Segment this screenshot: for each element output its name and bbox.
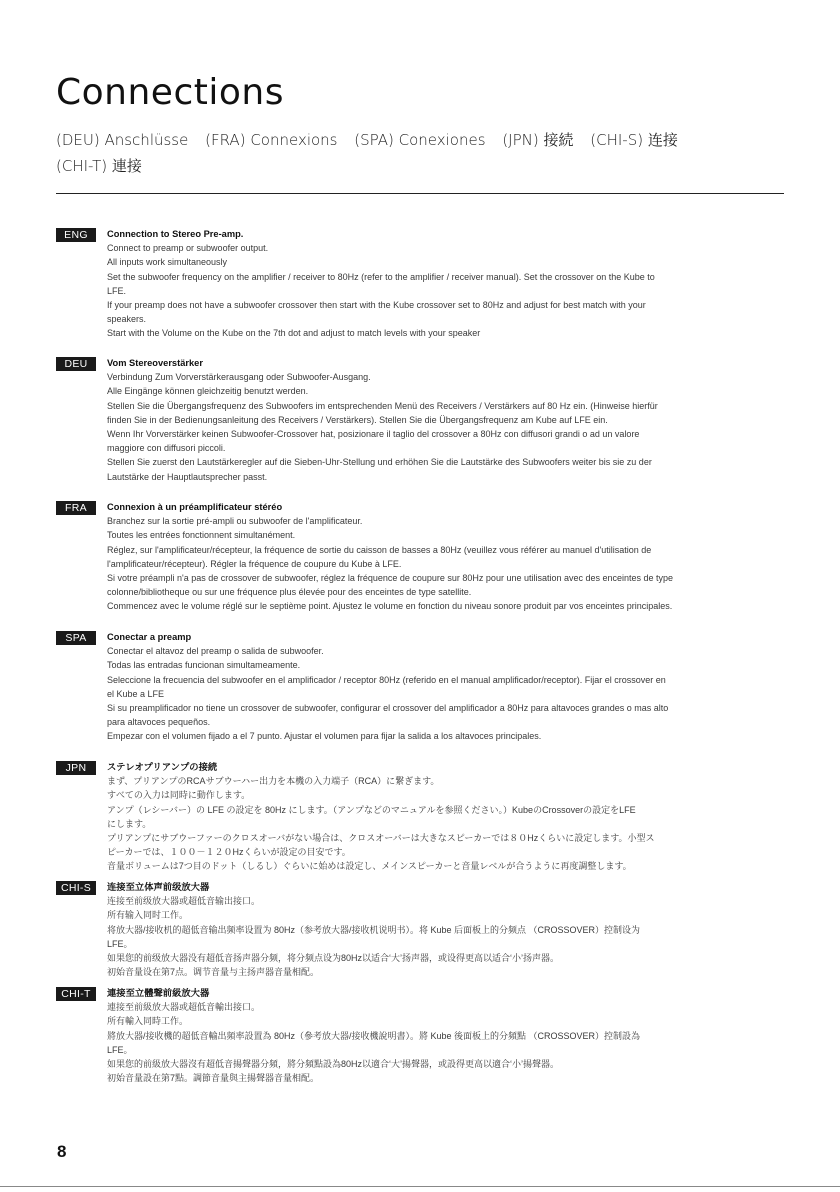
section-line: すべての入力は同時に動作します。 bbox=[107, 790, 251, 801]
language-chi-s: (CHI-S) 连接 bbox=[590, 131, 678, 149]
section-line: プリアンプにサブウーファーのクロスオーバがない場合は、クロスオーバーは大きなスピーカーでは８０Hzくらいに設定します。小型ス bbox=[107, 833, 655, 844]
section-line: maggiore con diffusori piccoli. bbox=[107, 443, 226, 454]
section-heading-deu: Vom Stereoverstärker bbox=[107, 358, 203, 368]
section-line: Set the subwoofer frequency on the amplifier / receiver to 80Hz (refer to the amplifier / receiver manual). Set the crossover on the Kube to bbox=[107, 271, 655, 282]
section-line: Alle Eingänge können gleichzeitig benutzt werden. bbox=[107, 386, 309, 397]
section-line: Toutes les entrées fonctionnent simultanément. bbox=[107, 530, 296, 541]
section-line: ピーカーでは、１００－１２０Hzくらいが設定の目安です。 bbox=[107, 847, 351, 858]
section-line: LFE。 bbox=[107, 938, 133, 949]
language-list bbox=[56, 127, 776, 179]
section-line: まず、プリアンプのRCAサブウーハー出力を本機の入力端子（RCA）に繋ぎます。 bbox=[107, 776, 440, 787]
section-line: Todas las entradas funcionan simultameamente. bbox=[107, 660, 301, 671]
section-line: Si su preamplificador no tiene un crossover de subwoofer, configurar el crossover del amplificador a 80Hz para altavoces grandes o mas alto bbox=[107, 703, 669, 714]
section-line: Réglez, sur l'amplificateur/récepteur, la fréquence de sortie du caisson de basses a 80Hz (veuillez vous référer au manuel d'utilisation de bbox=[107, 544, 652, 555]
section-line: にします。 bbox=[107, 818, 152, 829]
language-badge-chi-t: CHI-T bbox=[56, 987, 96, 1001]
section-line: 如果您的前级放大器没有超低音扬声器分频，将分频点设为80Hz以适合‘大’扬声器，或设得更高以适合‘小’扬声器。 bbox=[107, 953, 560, 964]
section-line: l'amplificateur/récepteur). Régler la fréquence de coupure du Kube à LFE. bbox=[107, 558, 402, 569]
section-line: LFE. bbox=[107, 285, 127, 296]
section-line: Start with the Volume on the Kube on the 7th dot and adjust to match levels with your speaker bbox=[107, 328, 481, 339]
language-spa: (SPA) Conexiones bbox=[354, 131, 486, 149]
language-badge-fra: FRA bbox=[56, 501, 96, 515]
section-heading-eng: Connection to Stereo Pre-amp. bbox=[107, 229, 244, 239]
language-badge-deu: DEU bbox=[56, 357, 96, 371]
section-line: Stellen Sie die Übergangsfrequenz des Subwoofers im entsprechenden Menü des Receivers / Verstärkers auf 80 Hz ein. (Hinweise hierfür bbox=[107, 400, 658, 411]
section-line: 所有输入同时工作。 bbox=[107, 910, 189, 921]
section-line: 将放大器/接收机的超低音输出频率设置为 80Hz（参考放大器/接收机说明书）。将 Kube 后面板上的分频点 （CROSSOVER）控制设为 bbox=[107, 924, 641, 935]
section-line: All inputs work simultaneously bbox=[107, 257, 228, 268]
section-line: Empezar con el volumen fijado a el 7 punto. Ajustar el volumen para fijar la salida a los altavoces principales. bbox=[107, 731, 542, 742]
section-heading-spa: Conectar a preamp bbox=[107, 632, 192, 642]
section-line: Commencez avec le volume réglé sur le septième point. Ajustez le volume en fonction du niveau sonore produit par vos enceintes principales. bbox=[107, 601, 673, 612]
page-number: 8 bbox=[57, 1142, 67, 1161]
section-line: If your preamp does not have a subwoofer crossover then start with the Kube crossover set to 80Hz and adjust for best match with your bbox=[107, 300, 646, 311]
section-line: 將放大器/接收機的超低音輸出頻率設置為 80Hz（參考放大器/接收機說明書）。將 Kube 後面板上的分頻點 （CROSSOVER）控制設為 bbox=[107, 1030, 641, 1041]
section-line: para altavoces pequeños. bbox=[107, 717, 211, 728]
section-line: Branchez sur la sortie pré-ampli ou subwoofer de l'amplificateur. bbox=[107, 516, 363, 527]
section-line: 音量ボリュームは7つ目のドット（しるし）ぐらいに始めは設定し、メインスピーカーと音量レベルが合うように再度調整します。 bbox=[107, 861, 632, 872]
section-line: Verbindung Zum Vorverstärkerausgang oder Subwoofer-Ausgang. bbox=[107, 372, 371, 383]
language-badge-eng: ENG bbox=[56, 228, 96, 242]
section-line: 如果您的前級放大器沒有超低音揚聲器分頻，將分頻點設為80Hz以適合‘大’揚聲器，或設得更高以適合‘小’揚聲器。 bbox=[107, 1059, 560, 1070]
language-jpn: (JPN) 接続 bbox=[502, 131, 574, 149]
section-line: LFE。 bbox=[107, 1044, 133, 1055]
section-line: Stellen Sie zuerst den Lautstärkeregler auf die Sieben-Uhr-Stellung und erhöhen Sie die Lautstärke des Subwoofers weiter bis sie zu der bbox=[107, 457, 652, 468]
section-line: finden Sie in der Bedienungsanleitung des Receivers / Verstärkers). Stellen Sie die Übergangsfrequenz am Kube auf LFE ein. bbox=[107, 414, 608, 425]
section-line: colonne/bibliotheque ou sur une fréquence plus élevée pour des enceintes de type satellite. bbox=[107, 587, 472, 598]
section-line: Connect to preamp or subwoofer output. bbox=[107, 243, 269, 254]
section-line: 初始音量设在第7点。调节音量与主扬声器音量相配。 bbox=[107, 967, 320, 978]
language-fra: (FRA) Connexions bbox=[205, 131, 338, 149]
section-line: 連接至前級放大器或超低音輸出接口。 bbox=[107, 1002, 261, 1013]
section-heading-chi-t: 連接至立體聲前級放大器 bbox=[107, 988, 210, 998]
language-badge-chi-s: CHI-S bbox=[56, 881, 96, 895]
section-line: Seleccione la frecuencia del subwoofer en el amplificador / receptor 80Hz (referido en el manual amplificador/receptor). Fijar el crossover en bbox=[107, 674, 666, 685]
footer-divider bbox=[0, 1186, 840, 1187]
section-line: speakers. bbox=[107, 314, 147, 325]
section-line: Lautstärke der Hauptlautsprecher passt. bbox=[107, 471, 268, 482]
language-badge-spa: SPA bbox=[56, 631, 96, 645]
page-title: Connections bbox=[56, 72, 284, 113]
section-line: el Kube a LFE bbox=[107, 688, 165, 699]
section-heading-chi-s: 连接至立体声前级放大器 bbox=[107, 882, 210, 892]
language-chi-t: (CHI-T) 連接 bbox=[56, 157, 142, 175]
section-line: Wenn Ihr Vorverstärker keinen Subwoofer-Crossover hat, posizionare il taglio del crossover a 80Hz con diffusori grandi o ad un valore bbox=[107, 429, 640, 440]
section-line: アンプ（レシーバー）の LFE の設定を 80Hz にします。（アンプなどのマニュアルを参照ください。）KubeのCrossoverの設定をLFE bbox=[107, 804, 636, 815]
section-line: 初始音量設在第7點。調節音量與主揚聲器音量相配。 bbox=[107, 1073, 320, 1084]
section-heading-fra: Connexion à un préamplificateur stéréo bbox=[107, 502, 283, 512]
header-divider bbox=[56, 193, 784, 194]
section-line: Si votre préampli n'a pas de crossover de subwoofer, réglez la fréquence de coupure sur 80Hz pour une utilisation avec des enceintes de type bbox=[107, 573, 674, 584]
section-line: 所有輸入同時工作。 bbox=[107, 1016, 189, 1027]
section-line: Conectar el altavoz del preamp o salida de subwoofer. bbox=[107, 646, 324, 657]
language-deu: (DEU) Anschlüsse bbox=[56, 131, 189, 149]
section-heading-jpn: ステレオプリアンプの接続 bbox=[107, 762, 218, 772]
section-line: 连接至前级放大器或超低音输出接口。 bbox=[107, 896, 261, 907]
language-badge-jpn: JPN bbox=[56, 761, 96, 775]
